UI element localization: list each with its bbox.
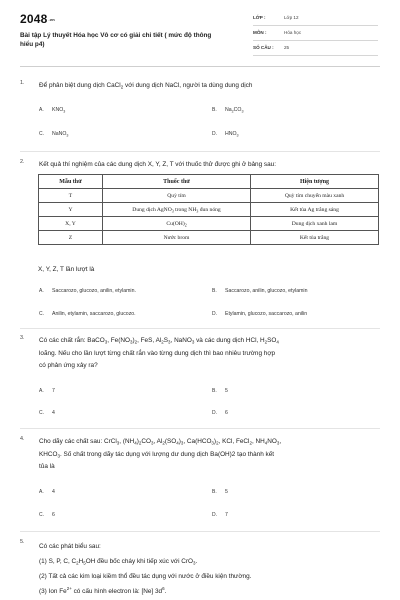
header-divider <box>20 66 380 67</box>
table-row <box>39 217 379 231</box>
question-3 <box>20 335 382 425</box>
option-c[interactable]: C. 6 <box>39 512 55 518</box>
option-c[interactable]: C. 4 <box>39 410 55 416</box>
question-1 <box>20 80 382 146</box>
table-cell: Z <box>39 231 103 245</box>
option-b[interactable]: B. 5 <box>212 489 228 495</box>
table-row <box>39 231 379 245</box>
table-cell: T <box>39 189 103 203</box>
table-cell: Kết tủa trắng <box>251 231 379 245</box>
document-header <box>0 0 400 64</box>
table-cell: Dung dịch AgNO$_3$ trong $NH_3$ đun nóng <box>103 203 251 217</box>
option-b[interactable]: B. 5 <box>212 388 228 394</box>
table-cell: Nước brom <box>103 231 251 245</box>
question-text: Kết quả thí nghiệm của các dung dịch X, Y, Z, T với thuốc thử được ghi ở bảng sau: <box>39 161 277 168</box>
question-divider <box>20 428 380 429</box>
question-2 <box>20 159 382 171</box>
table-header-row <box>39 175 379 189</box>
table-cell: $Cu(OH)_2$ <box>103 217 251 231</box>
option-c[interactable]: C. Anilin, etylamin, saccarozo, glucozo. <box>39 311 136 317</box>
question-divider <box>20 328 380 329</box>
question-text: Để phân biệt dung dịch CaCl$_2$ với dung dịch NaCl, người ta dùng dung dịch <box>39 82 253 90</box>
question-text: Có các phát biểu sau: (1) S, P, C, $C_2H_5OH$ đều bốc cháy khi tiếp xúc với CrO$_3$. (2) Tất cả các kim loại kiềm thổ đều tác dụng với nước ở điều kiện thường. (3) Ion $Fe^{2+}$ có cấu hình electron là: [Ne] $3d^6$. <box>39 543 252 595</box>
table-cell: Quỳ tím chuyển màu xanh <box>251 189 379 203</box>
question-text: Có các chất rắn: BaCO$_3$, $Fe(NO_3)_2$, FeS, $Al_2S_3$, NaNO$_3$ và các dung dịch HCl, $H_2SO_4$ loãng. Nếu cho lần lượt từng chất rắn vào từng dung dịch thì bao nhiêu trường hợp có phản ứng xảy ra? <box>39 337 279 369</box>
meta-subject: MÔN : Hóa học <box>253 27 378 41</box>
question-divider <box>20 531 380 532</box>
question-2-followup: X, Y, Z, T lần lượt là <box>38 266 95 273</box>
table-header-cell: Mẫu thử <box>39 175 103 189</box>
option-a[interactable]: A. $KNO_3$ <box>39 107 66 114</box>
option-b[interactable]: B. Saccarozo, anilin, glucozo, etylamin <box>212 288 308 294</box>
meta-question-count: SỐ CÂU : 25 <box>253 42 378 56</box>
question-number: 4. <box>20 436 25 442</box>
table-cell: Kết tủa Ag trắng sáng <box>251 203 379 217</box>
question-5 <box>20 539 382 600</box>
option-c[interactable]: C. NaNO$_3$ <box>39 131 69 138</box>
option-d[interactable]: D. 6 <box>212 410 228 416</box>
question-divider <box>20 151 380 152</box>
option-a[interactable]: A. 7 <box>39 388 55 394</box>
meta-class: LỚP : Lớp 12 <box>253 12 378 26</box>
table-header-cell: Thuốc thử <box>103 175 251 189</box>
option-a[interactable]: A. Saccarozo, glucozo, anilin, etylamin. <box>39 288 136 294</box>
question-number: 2. <box>20 159 25 165</box>
table-cell: Quỳ tím <box>103 189 251 203</box>
table-row <box>39 189 379 203</box>
question-text: Cho dãy các chất sau: CrCl$_3$, $(NH_4)_2CO_3$, $Al_2(SO_4)_3$, $Ca(HCO_3)_2$, KCl, FeCl$_2$, $NH_4NO_3$, $KHCO_3$. Số chất trong dãy tác dụng với lượng dư dung dịch Ba(OH)2 tạo thành kết tủa là <box>39 438 282 470</box>
experiment-table <box>38 174 379 245</box>
option-d[interactable]: D. 7 <box>212 512 228 518</box>
table-cell: Y <box>39 203 103 217</box>
site-logo[interactable]: 2048.vn <box>20 12 55 26</box>
question-number: 1. <box>20 80 25 86</box>
table-header-cell: Hiện tượng <box>251 175 379 189</box>
option-a[interactable]: A. 4 <box>39 489 55 495</box>
option-b[interactable]: B. $Na_2CO_3$ <box>212 107 244 114</box>
question-number: 5. <box>20 539 25 545</box>
table-cell: X, Y <box>39 217 103 231</box>
option-d[interactable]: D. $HNO_3$ <box>212 131 239 138</box>
question-4 <box>20 436 382 528</box>
table-row <box>39 203 379 217</box>
table-cell: Dung dịch xanh lam <box>251 217 379 231</box>
option-d[interactable]: D. Etylamin, glucozo, saccarozo, anilin <box>212 311 308 317</box>
document-title: Bài tập Lý thuyết Hóa học Vô cơ có giải chi tiết ( mức độ thông hiểu p4) <box>20 32 212 48</box>
question-number: 3. <box>20 335 25 341</box>
